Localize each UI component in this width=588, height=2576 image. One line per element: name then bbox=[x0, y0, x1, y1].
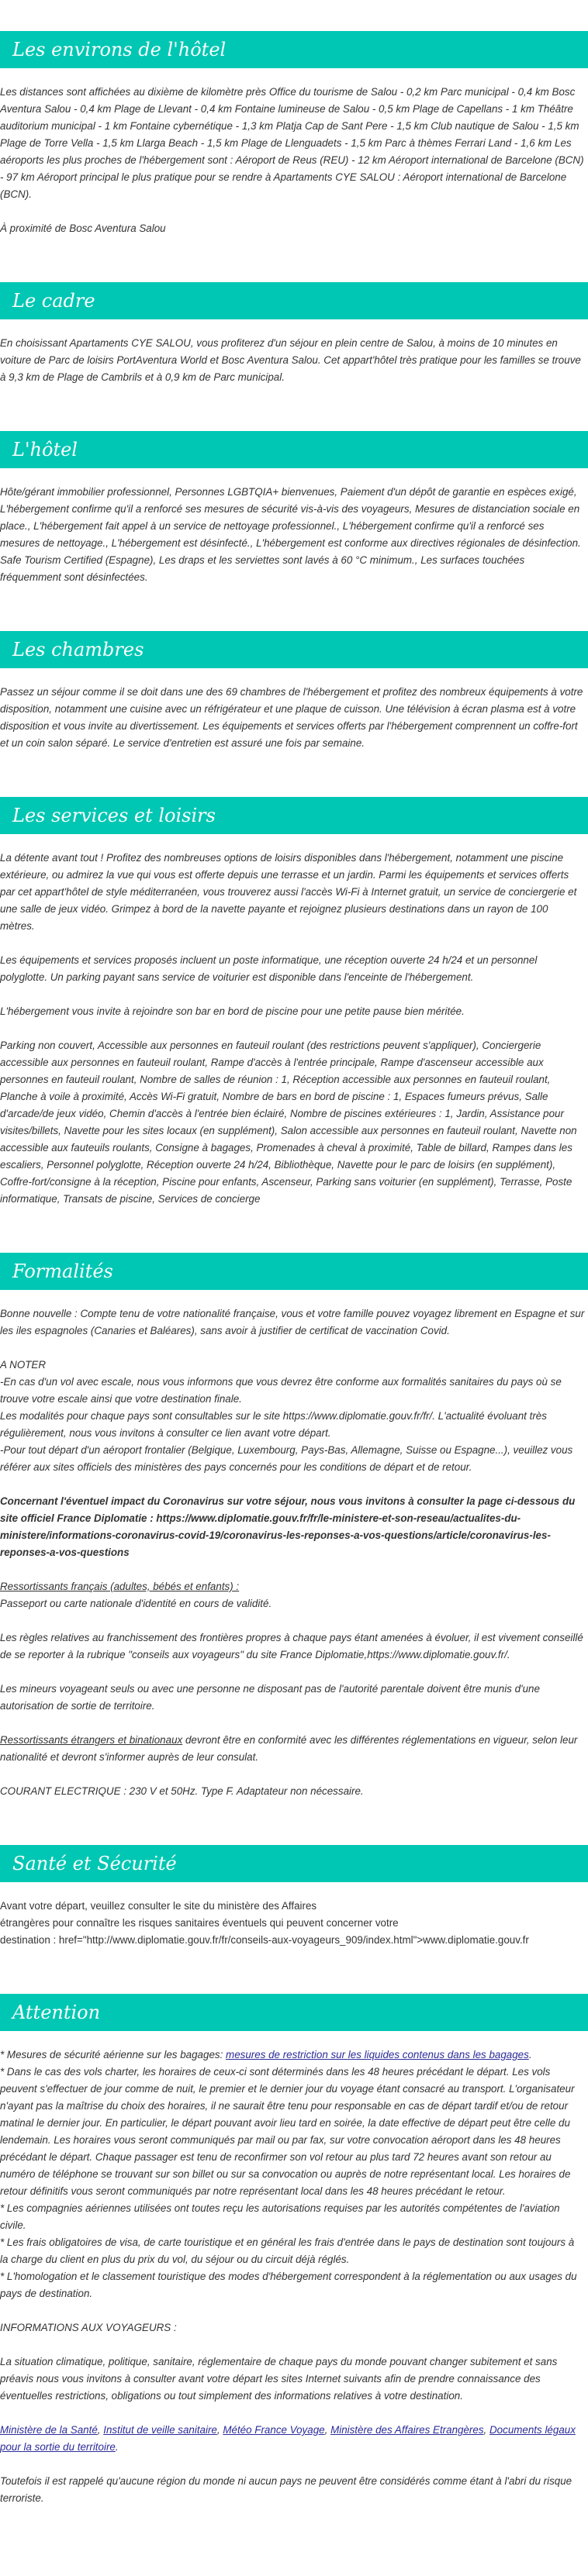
formalites-etr-text: devront être en conformité avec les différentes réglementations en vigueur, selon leur nationalité et devront s'informer auprès de leur consulat. bbox=[0, 1734, 578, 1763]
section-title-hotel: L'hôtel bbox=[0, 431, 588, 468]
formalites-note1: -En cas d'un vol avec escale, nous vous informons que vous devrez être conforme aux formalités sanitaires du pays où se trouve votre escale ainsi que votre destination finale. bbox=[0, 1376, 562, 1405]
section-chambres bbox=[0, 631, 588, 752]
services-p2: Les équipements et services proposés incluent un poste informatique, une réception ouverte 24 h/24 et un personnel polyglotte. Un parking payant sans service de voiturier est disponible dans l'enceinte de l'hébergement. bbox=[0, 954, 538, 983]
link-affaires-etrangeres[interactable]: Ministère des Affaires Etrangères bbox=[330, 2424, 484, 2436]
section-formalites bbox=[0, 1253, 588, 1800]
attention-b3: * Les compagnies aériennes utilisées ont toutes reçu les autorisations requises par les autorités compétentes de l'aviation civile. bbox=[0, 2202, 560, 2231]
attention-links: Ministère de la Santé, Institut de veille sanitaire, Météo France Voyage, Ministère des Affaires Etrangères, Documents légaux pour la sortie du territoire. bbox=[0, 2424, 576, 2453]
section-title-sante: Santé et Sécurité bbox=[0, 1845, 588, 1882]
formalites-fr-text: Passeport ou carte nationale d'identité en cours de validité. bbox=[0, 1598, 272, 1609]
attention-b4: * Les frais obligatoires de visa, de carte touristique et en général les frais d'entrée dans le pays de destination sont toujours à la charge du client en plus du prix du vol, du séjour ou du circuit déjà réglés. bbox=[0, 2236, 575, 2265]
formalites-fr-head: Ressortissants français (adultes, bébés et enfants) : bbox=[0, 1581, 240, 1592]
formalites-mineurs: Les mineurs voyageant seuls ou avec une personne ne disposant pas de l'autorité parentale doivent être munis d'une autorisation de sortie de territoire. bbox=[0, 1683, 540, 1712]
sante-line-1: Avant votre départ, veuillez consulter le site du ministère des Affaires bbox=[0, 1900, 317, 1912]
attention-final: Toutefois il est rappelé qu'aucune région du monde ni aucun pays ne peuvent être considérés comme étant à l'abri du risque terroriste. bbox=[0, 2475, 572, 2504]
formalites-note3: -Pour tout départ d'un aéroport frontalier (Belgique, Luxembourg, Pays-Bas, Allemagne, Suisse ou Espagne...), veuillez vous référer aux sites officiels des ministères des pays concernés pour les conditions de départ et de retour. bbox=[0, 1444, 573, 1473]
formalites-coronavirus: Concernant l'éventuel impact du Coronavirus sur votre séjour, nous vous invitons à consulter la page ci-dessous du site officiel France Diplomatie : https://www.diplomatie.gouv.fr/fr/le-ministere-et-son-reseau/actualites-du-ministere/informations-coronavirus-covid-19/coronavirus-les-reponses-a-vos-questions/article/coronavirus-les-reponses-a-vos-questions bbox=[0, 1495, 576, 1558]
chambres-text: Passez un séjour comme il se doit dans une des 69 chambres de l'hébergement et profitez des nombreux équipements à votre disposition, notamment une cuisine avec un réfrigérateur et une plaque de cuisson. Une télévision à écran plasma est à votre disposition et vous invite au divertissement. Les équipements et services offerts par l'hébergement comprennent un coffre-fort et un coin salon séparé. Le service d'entretien est assuré une fois par semaine. bbox=[0, 686, 583, 749]
section-title-chambres: Les chambres bbox=[0, 631, 588, 668]
link-documents-legaux[interactable]: Documents légaux pour la sortie du territoire bbox=[0, 2424, 576, 2453]
formalites-p1: Bonne nouvelle : Compte tenu de votre nationalité française, vous et votre famille pouvez voyagez librement en Espagne et sur les iles espagnoles (Canaries et Baléares), sans avoir à justifier de certificat de vaccination Covid. bbox=[0, 1308, 585, 1336]
section-environs bbox=[0, 31, 588, 237]
attention-b5: * L'homologation et le classement touristique des modes d'hébergement correspondent à la réglementation ou aux usages du pays de destination. bbox=[0, 2271, 577, 2299]
link-veille-sanitaire[interactable]: Institut de veille sanitaire bbox=[103, 2424, 217, 2436]
section-hotel bbox=[0, 431, 588, 586]
section-title-formalites: Formalités bbox=[0, 1253, 588, 1290]
link-meteo-france[interactable]: Météo France Voyage bbox=[223, 2424, 325, 2436]
section-title-environs: Les environs de l'hôtel bbox=[0, 31, 588, 68]
cadre-text: En choisissant Apartaments CYE SALOU, vous profiterez d'un séjour en plein centre de Salou, à moins de 10 minutes en voiture de Parc de loisirs PortAventura World et Bosc Aventura Salou. Cet appart'hôtel très pratique pour les familles se trouve à 9,3 km de Plage de Cambrils et à 0,9 km de Parc municipal. bbox=[0, 337, 581, 383]
formalites-courant: COURANT ELECTRIQUE : 230 V et 50Hz. Type F. Adaptateur non nécessaire. bbox=[0, 1785, 364, 1797]
section-attention bbox=[0, 1994, 588, 2507]
sante-line-2: étrangères pour connaître les risques sanitaires éventuels qui peuvent concerner votre bbox=[0, 1917, 399, 1929]
section-title-cadre: Le cadre bbox=[0, 282, 588, 319]
formalites-note2: Les modalités pour chaque pays sont consultables sur le site https://www.diplomatie.gouv.fr/fr/. L'actualité évoluant très régulièrement, nous vous invitons à consulter ce lien avant votre départ. bbox=[0, 1410, 547, 1439]
section-cadre bbox=[0, 282, 588, 386]
link-ministere-sante[interactable]: Ministère de la Santé bbox=[0, 2424, 98, 2436]
hotel-text: Hôte/gérant immobilier professionnel, Personnes LGBTQIA+ bienvenues, Paiement d'un dépôt de garantie en espèces exigé, L'hébergement confirme qu'il a renforcé ses mesures de sécurité vis-à-vis des voyageurs, Mesures de distanciation sociale en place., L'hébergement fait appel à un service de nettoyage professionnel., L'hébergement confirme qu'il a renforcé ses mesures de nettoyage., L'hébergement est désinfecté., L'hébergement est conforme aux directives régionales de désinfection. Safe Tourism Certified (Espagne), Les draps et les serviettes sont lavés à 60 °C minimum., Les surfaces touchées fréquemment sont désinfectées. bbox=[0, 486, 581, 583]
environs-text: Les distances sont affichées au dixième de kilomètre près Office du tourisme de Salou - 0,2 km Parc municipal - 0,4 km Bosc Aventura Salou - 0,4 km Plage de Llevant - 0,4 km Fontaine lumineuse de Salou - 0,5 km Plage de Capellans - 1 km Théâtre auditorium municipal - 1 km Fontaine cybernétique - 1,3 km Platja Cap de Sant Pere - 1,5 km Club nautique de Salou - 1,5 km Plage de Torre Vella - 1,5 km Llarga Beach - 1,5 km Plage de Llenguadets - 1,5 km Parc à thèmes Ferrari Land - 1,6 km Les aéroports les plus proches de l'hébergement sont : Aéroport de Reus (REU) - 12 km Aéroport international de Barcelone (BCN) - 97 km Aéroport principal le plus pratique pour se rendre à Apartaments CYE SALOU : Aéroport international de Barcelone (BCN). bbox=[0, 86, 584, 200]
section-services bbox=[0, 797, 588, 1208]
formalites-note-head: A NOTER bbox=[0, 1359, 47, 1371]
services-p3: L'hébergement vous invite à rejoindre son bar en bord de piscine pour une petite pause bien méritée. bbox=[0, 1005, 465, 1017]
services-p4: Parking non couvert, Accessible aux personnes en fauteuil roulant (des restrictions peuvent s'appliquer), Conciergerie accessible aux personnes en fauteuil roulant, Rampe d'accès à l'entrée principale, Rampe d'ascenseur accessible aux personnes en fauteuil roulant, Nombre de salles de réunion : 1, Réception accessible aux personnes en fauteuil roulant, Planche à voile à proximité, Accès Wi-Fi gratuit, Nombre de bars en bord de piscine : 1, Espaces fumeurs prévus, Salle d'arcade/de jeux vidéo, Chemin d'accès à l'entrée bien éclairé, Nombre de piscines extérieures : 1, Jardin, Assistance pour visites/billets, Navette pour les sites locaux (en supplément), Salon accessible aux personnes en fauteuil roulant, Navette non accessible aux fauteuils roulants, Consigne à bagages, Promenades à cheval à proximité, Table de billard, Rampes dans les escaliers, Personnel polyglotte, Réception ouverte 24 h/24, Bibliothèque, Navette pour le parc de loisirs (en supplément), Coffre-fort/consigne à la réception, Piscine pour enfants, Ascenseur, Parking sans voiturier (en supplément), Terrasse, Poste informatique, Transats de piscine, Services de concierge bbox=[0, 1040, 577, 1205]
attention-info-text: La situation climatique, politique, sanitaire, réglementaire de chaque pays du monde pouvant changer subitement et sans préavis nous vous invitons à consulter avant votre départ les sites Internet suivants afin de prendre connaissance des éventuelles restrictions, obligations ou tout simplement des informations relatives à votre destination. bbox=[0, 2356, 558, 2402]
section-sante bbox=[0, 1845, 588, 1949]
attention-b2: * Dans le cas des vols charter, les horaires de ceux-ci sont déterminés dans les 48 heures précédant le départ. Les vols peuvent s'effectuer de jour comme de nuit, le premier et le dernier jour du voyage étant consacré au transport. L'organisateur n'ayant pas la maîtrise du choix des horaires, il ne saurait être tenu pour responsable en cas de départ tardif et/ou de retour matinal le dernier jour. En particulier, le départ pouvant avoir lieu tard en soirée, la date effective de départ peut être celle du lendemain. Les horaires vous seront communiqués par mail ou par fax, sur votre convocation aéroport dans les 48 heures précédant le départ. Chaque passager est tenu de reconfirmer son vol retour au plus tard 72 heures avant son retour au numéro de téléphone se trouvant sur son billet ou sur sa convocation ou auprès de notre représentant local. Les horaires de retour définitifs vous seront communiqués par notre représentant local dans les 48 heures précédant le retour. bbox=[0, 2066, 575, 2197]
section-title-attention: Attention bbox=[0, 1994, 588, 2031]
services-p1: La détente avant tout ! Profitez des nombreuses options de loisirs disponibles dans l'hébergement, notamment une piscine extérieure, ou admirez la vue qui vous est offerte depuis une terrasse et un jardin. Parmi les équipements et services offerts par cet appart'hôtel de style méditerranéen, vous trouverez aussi l'accès Wi-Fi à Internet gratuit, un service de conciergerie et une salle de jeux vidéo. Grimpez à bord de la navette payante et rejoignez plusieurs destinations dans un rayon de 100 mètres. bbox=[0, 852, 577, 932]
sante-line-3: destination : href="http://www.diplomatie.gouv.fr/fr/conseils-aux-voyageurs_909/index.html">www.diplomatie.gouv.fr bbox=[0, 1934, 529, 1946]
environs-note: À proximité de Bosc Aventura Salou bbox=[0, 222, 166, 234]
formalites-regles: Les règles relatives au franchissement des frontières propres à chaque pays étant amenées à évoluer, il est vivement conseillé de se reporter à la rubrique "conseils aux voyageurs" du site France Diplomatie,https://www.diplomatie.gouv.fr/. bbox=[0, 1632, 583, 1660]
formalites-etr-head: Ressortissants étrangers et binationaux bbox=[0, 1734, 183, 1746]
attention-info-head: INFORMATIONS AUX VOYAGEURS : bbox=[0, 2322, 177, 2333]
attention-b1-pre: * Mesures de sécurité aérienne sur les bagages: bbox=[0, 2049, 227, 2060]
link-liquides[interactable]: mesures de restriction sur les liquides contenus dans les bagages bbox=[226, 2049, 529, 2060]
section-title-services: Les services et loisirs bbox=[0, 797, 588, 834]
attention-b1-post: . bbox=[528, 2049, 532, 2060]
